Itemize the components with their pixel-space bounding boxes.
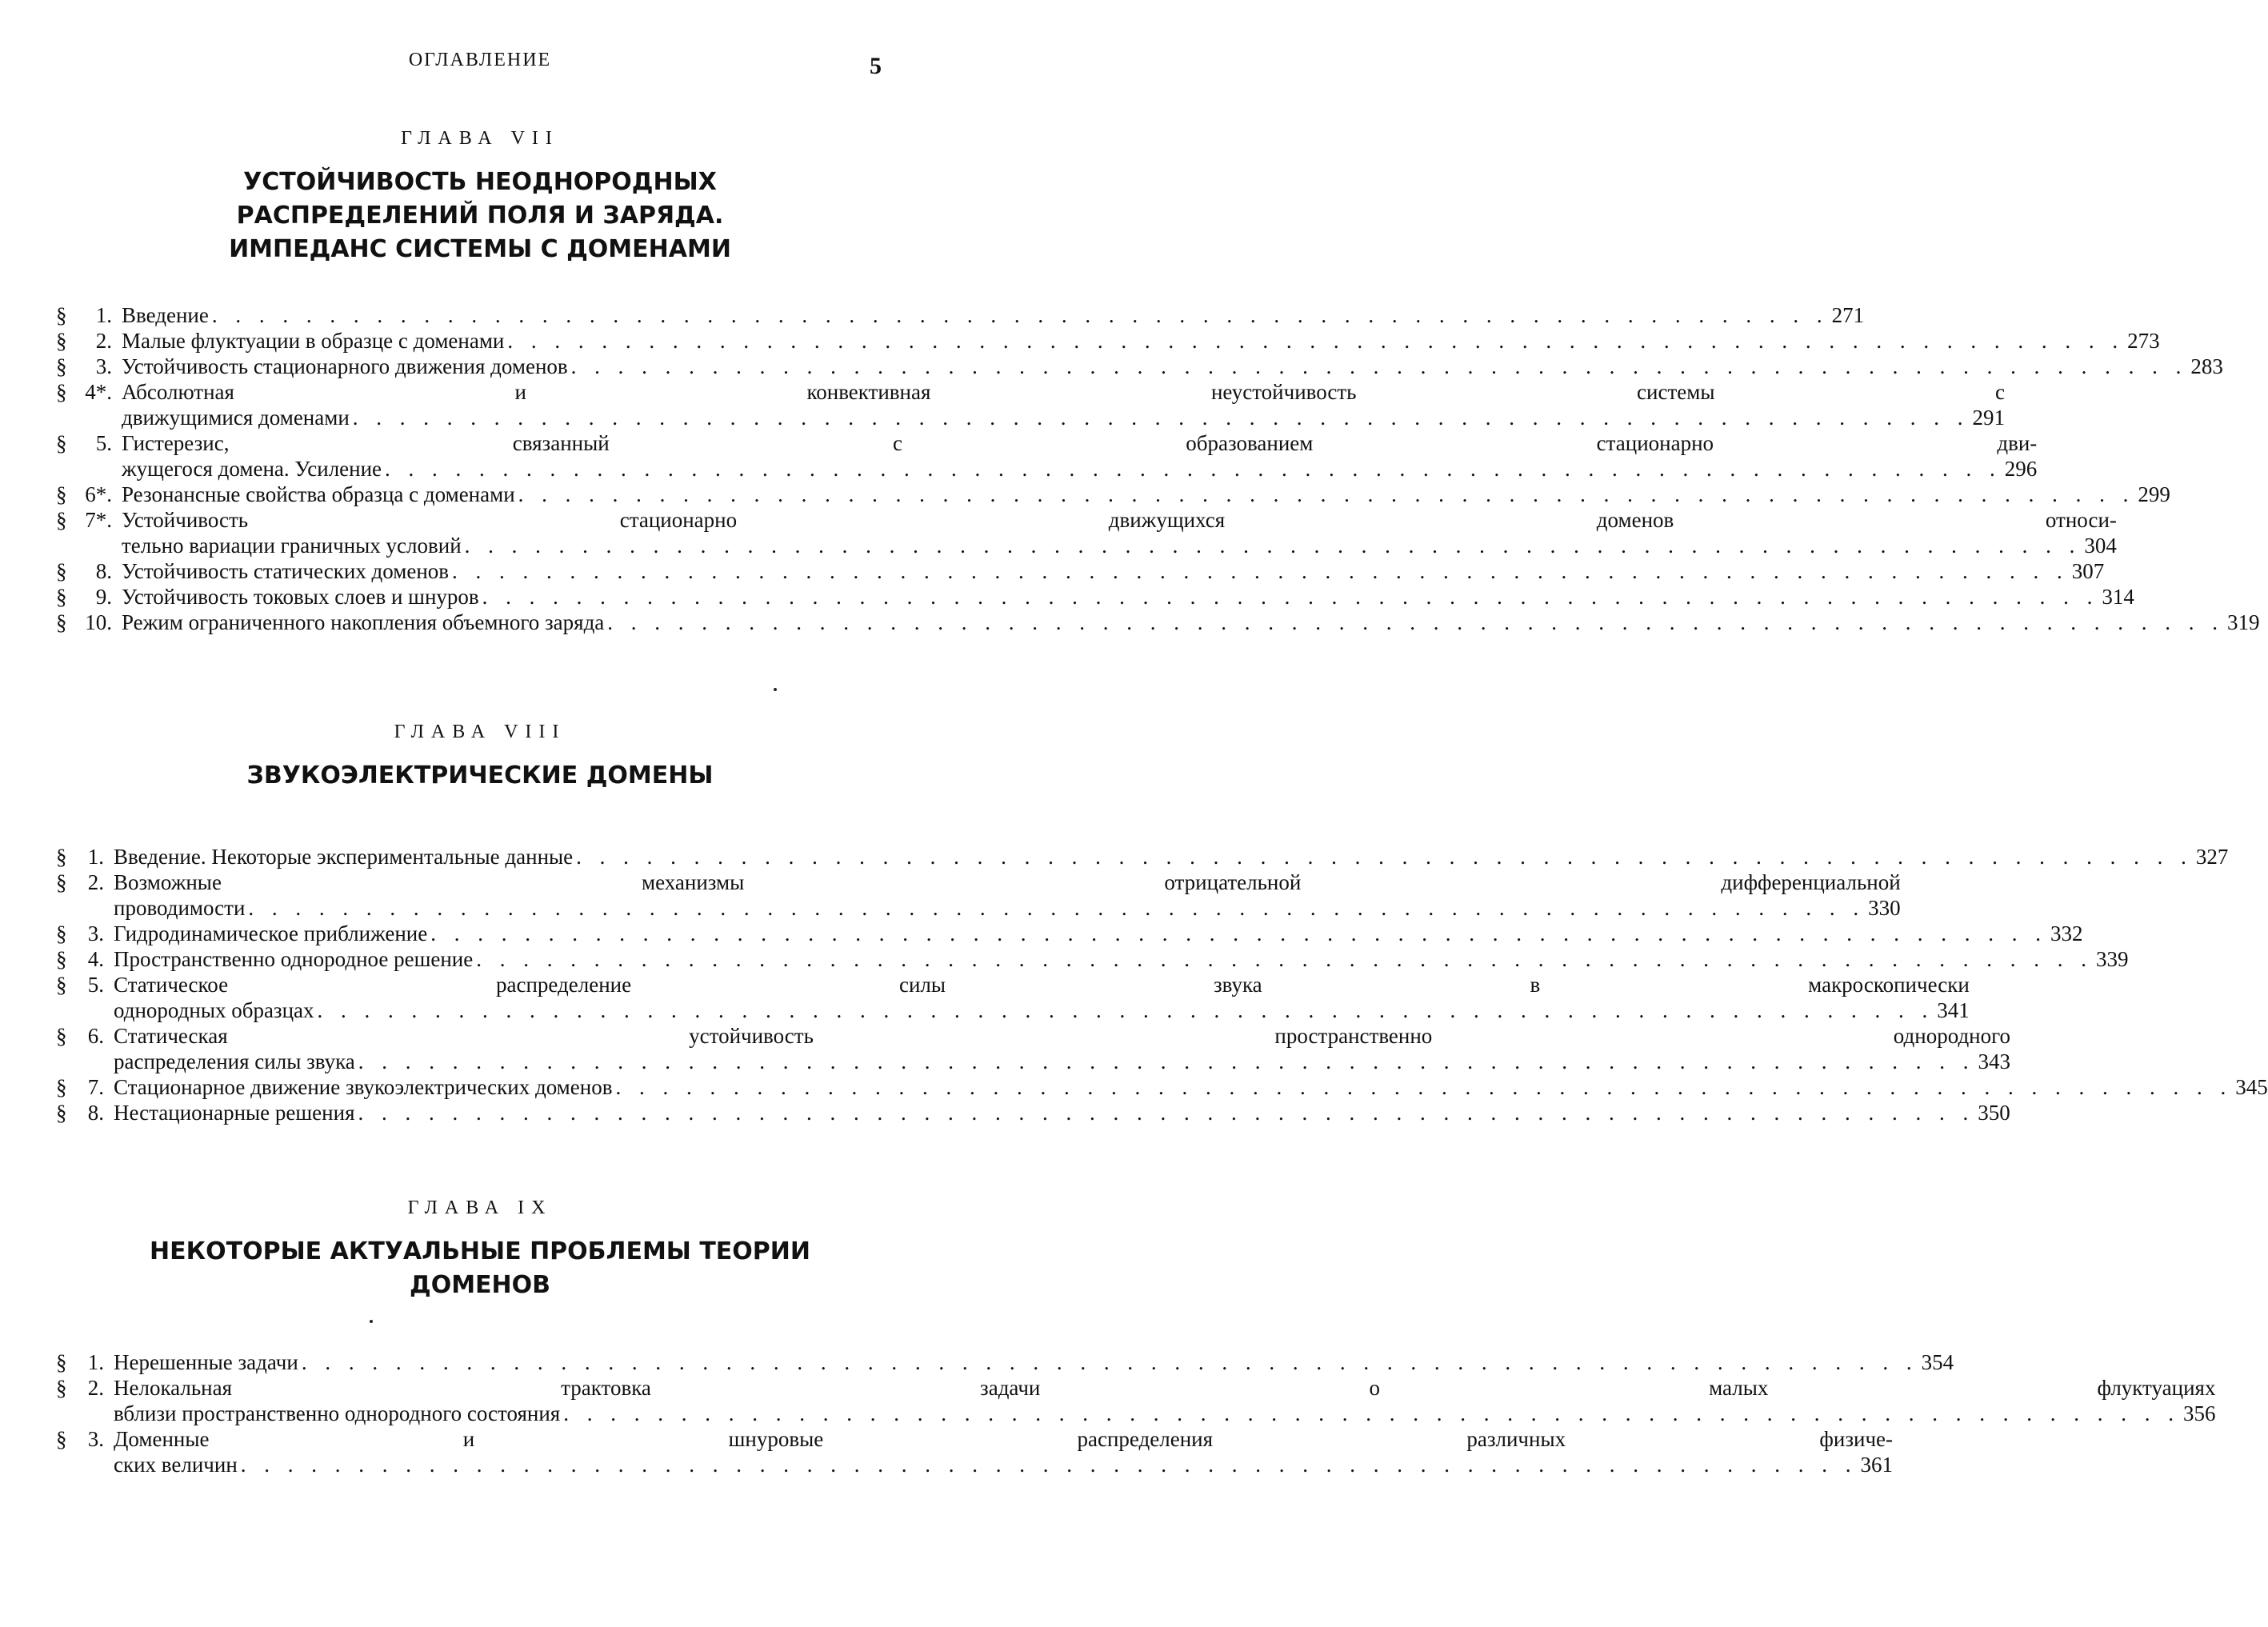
chapter-title-line: НЕКОТОРЫЕ АКТУАЛЬНЫЕ ПРОБЛЕМЫ ТЕОРИИ	[150, 1237, 810, 1265]
toc-entry	[56, 328, 2160, 354]
chapter-viii-heading	[0, 722, 960, 793]
page-ref: 304	[2084, 534, 2117, 558]
toc-entry	[56, 869, 1901, 921]
dot-leader	[507, 328, 2124, 354]
section-symbol: §	[56, 508, 67, 532]
section-title-text: Введение	[122, 303, 209, 327]
page-ref: 314	[2102, 585, 2134, 609]
section-title	[122, 558, 2104, 584]
section-title-text: Устойчивость токовых слоев и шнуров	[122, 585, 479, 609]
toc-entry	[56, 482, 2170, 507]
dot-leader	[318, 997, 1934, 1023]
toc-entry	[56, 1023, 2011, 1074]
page-ref: 291	[1972, 406, 2006, 430]
section-title	[114, 869, 1901, 921]
section-title-text: Пространственно однородное решение	[114, 947, 474, 971]
section-title-text: Устойчивость стационарного движения доменов	[122, 354, 568, 378]
section-number: 2.	[87, 870, 104, 894]
section-title-last-line	[122, 456, 2037, 482]
section-title-last-line	[122, 558, 2104, 584]
chapter-vii-heading	[0, 128, 960, 266]
toc-entry	[56, 844, 2229, 869]
section-title-last-line	[122, 482, 2170, 507]
section-title	[114, 946, 2129, 972]
page-ref: 296	[2004, 457, 2038, 481]
page-ref: 319	[2227, 610, 2260, 634]
toc-list	[56, 302, 2260, 635]
page-ref: 339	[2096, 947, 2129, 971]
section-symbol: §	[56, 1024, 67, 1048]
section-title-last-line	[114, 921, 2082, 946]
chapter-title-line: ИМПЕДАНС СИСТЕМЫ С ДОМЕНАМИ	[229, 235, 731, 263]
section-title-last-line	[114, 1401, 2215, 1426]
chapter-ix-heading	[0, 1197, 960, 1302]
page-ref: 345	[2235, 1075, 2268, 1099]
dot-leader	[212, 302, 1829, 328]
section-symbol: §	[56, 329, 67, 353]
section-title-last-line	[114, 1349, 1954, 1375]
section-symbol: §	[56, 431, 67, 455]
section-title	[122, 302, 1864, 328]
section-symbol: §	[56, 1376, 67, 1400]
section-title-last-line	[114, 1100, 2010, 1125]
dot-leader	[353, 405, 1970, 430]
section-symbol: §	[56, 973, 67, 997]
page-ref: 361	[1860, 1453, 1894, 1477]
dot-leader	[482, 584, 2099, 610]
section-title-last-line	[114, 1049, 2010, 1074]
page-ref: 343	[1978, 1049, 2011, 1073]
section-number: 4*.	[85, 380, 112, 404]
section-number: 6*.	[85, 482, 112, 506]
section-symbol: §	[56, 354, 67, 378]
running-head: ОГЛАВЛЕНИЕ	[408, 50, 552, 70]
section-title-line: Нелокальная трактовка задачи о малых флуктуациях	[114, 1376, 2216, 1400]
section-title-last-line	[122, 610, 2260, 635]
dot-leader	[571, 354, 2188, 379]
section-number: 3.	[87, 1427, 104, 1451]
section-title-text: движущимися доменами	[122, 406, 350, 430]
section-number: 2.	[87, 1376, 104, 1400]
section-symbol: §	[56, 870, 67, 894]
chapter-title-line: ЗВУКОЭЛЕКТРИЧЕСКИЕ ДОМЕНЫ	[246, 762, 714, 790]
print-speck	[370, 1320, 373, 1323]
section-title-last-line	[122, 405, 2005, 430]
page-number: 5	[870, 53, 882, 79]
section-symbol: §	[56, 585, 67, 609]
section-number: 6.	[87, 1024, 104, 1048]
section-title	[122, 328, 2160, 354]
section-title-text: ских величин	[114, 1453, 238, 1477]
dot-leader	[358, 1100, 1974, 1125]
chapter-title-line: УСТОЙЧИВОСТЬ НЕОДНОРОДНЫХ	[243, 168, 717, 196]
section-number: 7*.	[85, 508, 112, 532]
section-number: 5.	[95, 431, 112, 455]
section-number: 1.	[87, 1350, 104, 1374]
dot-leader	[302, 1349, 1918, 1375]
chapter-title	[0, 759, 960, 793]
section-title	[122, 379, 2005, 430]
section-title	[114, 1426, 1893, 1477]
page-ref: 332	[2050, 921, 2083, 945]
chapter-label: ГЛАВА IX	[407, 1197, 553, 1218]
toc-entry	[56, 1426, 1894, 1477]
section-title-text: Введение. Некоторые экспериментальные данные	[114, 845, 574, 869]
section-number: 9.	[95, 585, 112, 609]
section-title-text: тельно вариации граничных условий	[122, 534, 462, 558]
toc-entry	[56, 302, 1865, 328]
section-number: 7.	[87, 1075, 104, 1099]
page-ref: 299	[2138, 482, 2170, 506]
section-title	[114, 1375, 2215, 1426]
section-title	[114, 1100, 2010, 1125]
dot-leader	[241, 1452, 1858, 1477]
section-symbol: §	[56, 303, 67, 327]
section-title	[114, 921, 2082, 946]
section-title-text: вблизи пространственно однородного состояния	[114, 1401, 561, 1425]
dot-leader	[358, 1049, 1975, 1074]
section-symbol: §	[56, 610, 67, 634]
section-title	[114, 972, 1970, 1023]
section-title-line: Устойчивость стационарно движущихся доменов относи-	[122, 508, 2117, 532]
section-symbol: §	[56, 947, 67, 971]
dot-leader	[576, 844, 2193, 869]
page-ref: 350	[1978, 1101, 2010, 1125]
section-title-last-line	[114, 844, 2228, 869]
section-title-last-line	[122, 302, 1864, 328]
section-title-last-line	[122, 328, 2160, 354]
page-ref: 341	[1937, 998, 1970, 1022]
section-title	[122, 354, 2223, 379]
chapter-title-line: ДОМЕНОВ	[409, 1271, 551, 1299]
toc-entry	[56, 1074, 2268, 1100]
section-symbol: §	[56, 1075, 67, 1099]
section-title-text: Малые флуктуации в образце с доменами	[122, 329, 505, 353]
toc-entry	[56, 430, 2038, 482]
dot-leader	[385, 456, 2002, 482]
section-symbol: §	[56, 1101, 67, 1125]
toc-entry	[56, 379, 2006, 430]
page-ref: 327	[2195, 845, 2229, 869]
dot-leader	[615, 1074, 2232, 1100]
section-title-last-line	[122, 584, 2134, 610]
section-number: 4.	[87, 947, 104, 971]
toc-entry	[56, 507, 2117, 558]
toc-entry	[56, 610, 2260, 635]
section-title-text: Устойчивость статических доменов	[122, 559, 450, 583]
section-title-line: Возможные механизмы отрицательной дифференциальной	[114, 870, 1901, 894]
section-title	[114, 1349, 1954, 1375]
section-title-line: Гистерезис, связанный с образованием стационарно дви-	[122, 431, 2038, 455]
dot-leader	[248, 895, 1865, 921]
section-title-line: Абсолютная и конвективная неустойчивость системы с	[122, 380, 2006, 404]
section-title-text: однородных образцах	[114, 998, 314, 1022]
toc-entry	[56, 1375, 2216, 1426]
toc-list	[56, 1349, 2216, 1477]
page-ref: 307	[2071, 559, 2105, 583]
dot-leader	[476, 946, 2093, 972]
section-title-last-line	[114, 946, 2129, 972]
section-symbol: §	[56, 921, 67, 945]
toc-entry	[56, 1100, 2010, 1125]
section-symbol: §	[56, 1350, 67, 1374]
toc-entry	[56, 354, 2223, 379]
chapter-title	[0, 166, 960, 266]
page-ref: 273	[2127, 329, 2160, 353]
section-title-last-line	[114, 1452, 1893, 1477]
section-title	[122, 584, 2134, 610]
section-symbol: §	[56, 380, 67, 404]
toc-entry	[56, 584, 2134, 610]
print-speck	[774, 688, 777, 691]
section-title-text: распределения силы звука	[114, 1049, 355, 1073]
page-ref: 356	[2182, 1401, 2216, 1425]
dot-leader	[563, 1401, 2180, 1426]
section-title-last-line	[114, 895, 1901, 921]
toc-entry	[56, 558, 2105, 584]
section-title	[122, 430, 2037, 482]
toc-entry	[56, 921, 2083, 946]
section-title-text: Режим ограниченного накопления объемного заряда	[122, 610, 605, 634]
section-number: 10.	[85, 610, 112, 634]
section-title-text: Нерешенные задачи	[114, 1350, 298, 1374]
section-symbol: §	[56, 482, 67, 506]
section-symbol: §	[56, 1427, 67, 1451]
section-number: 1.	[95, 303, 112, 327]
chapter-label: ГЛАВА VIII	[394, 722, 566, 742]
toc-entry	[56, 972, 1970, 1023]
chapter-title-line: РАСПРЕДЕЛЕНИЙ ПОЛЯ И ЗАРЯДА.	[236, 202, 724, 230]
toc-list	[56, 844, 2268, 1125]
section-title-text: Резонансные свойства образца с доменами	[122, 482, 515, 506]
chapter-label: ГЛАВА VII	[401, 128, 559, 149]
section-number: 8.	[95, 559, 112, 583]
section-number: 5.	[87, 973, 104, 997]
section-title-text: Гидродинамическое приближение	[114, 921, 428, 945]
dot-leader	[465, 533, 2082, 558]
section-title-last-line	[114, 997, 1970, 1023]
dot-leader	[607, 610, 2224, 635]
dot-leader	[452, 558, 2069, 584]
section-number: 3.	[95, 354, 112, 378]
section-title-text: Нестационарные решения	[114, 1101, 355, 1125]
section-title-text: Стационарное движение звукоэлектрических доменов	[114, 1075, 613, 1099]
section-title	[114, 1074, 2268, 1100]
dot-leader	[518, 482, 2135, 507]
section-title-line: Доменные и шнуровые распределения различных физиче-	[114, 1427, 1894, 1451]
page-ref: 354	[1921, 1350, 1954, 1374]
section-title	[122, 610, 2260, 635]
section-title-last-line	[122, 533, 2117, 558]
section-title-last-line	[114, 1074, 2268, 1100]
section-title-line: Статическая устойчивость пространственно однородного	[114, 1024, 2011, 1048]
section-title-line: Статическое распределение силы звука в макроскопически	[114, 973, 1970, 997]
page-ref: 271	[1831, 303, 1865, 327]
section-title	[122, 507, 2117, 558]
section-symbol: §	[56, 845, 67, 869]
section-symbol: §	[56, 559, 67, 583]
dot-leader	[430, 921, 2047, 946]
section-number: 2.	[95, 329, 112, 353]
toc-entry	[56, 946, 2129, 972]
section-number: 3.	[87, 921, 104, 945]
page-ref: 283	[2190, 354, 2223, 378]
section-title	[114, 844, 2228, 869]
chapter-title	[0, 1235, 960, 1302]
section-title-text: проводимости	[114, 896, 246, 920]
section-title-last-line	[122, 354, 2223, 379]
section-title-text: жущегося домена. Усиление	[122, 457, 382, 481]
section-title	[122, 482, 2170, 507]
toc-entry	[56, 1349, 1954, 1375]
section-title	[114, 1023, 2010, 1074]
section-number: 8.	[87, 1101, 104, 1125]
section-number: 1.	[87, 845, 104, 869]
page-ref: 330	[1868, 896, 1901, 920]
